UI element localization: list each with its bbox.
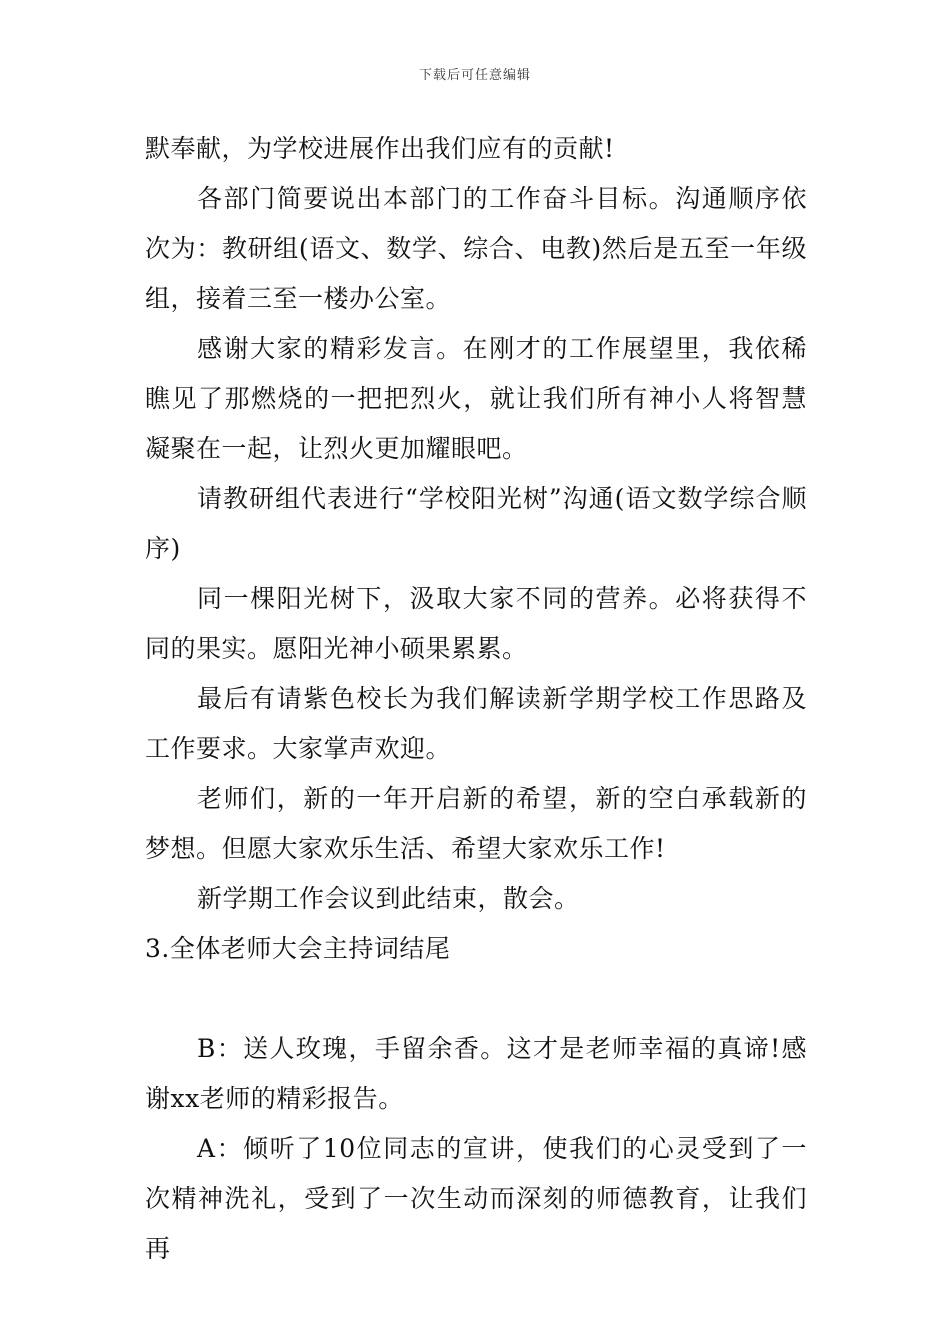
paragraph: 新学期工作会议到此结束，散会。 bbox=[197, 884, 580, 913]
paragraph: 同一棵阳光树下，汲取大家不同的营养。必将获得不同的果实。愿阳光神小硕果累累。 bbox=[145, 584, 807, 663]
paragraph: A：倾听了10位同志的宣讲，使我们的心灵受到了一次精神洗礼，受到了一次生动而深刻的师德教育，让我们再 bbox=[145, 1134, 807, 1263]
paragraph: 请教研组代表进行“学校阳光树”沟通(语文数学综合顺序) bbox=[145, 484, 807, 563]
paragraph: 默奉献，为学校进展作出我们应有的贡献! bbox=[145, 134, 615, 163]
paragraph: 老师们，新的一年开启新的希望，新的空白承载新的梦想。但愿大家欢乐生活、希望大家欢乐工作! bbox=[145, 784, 807, 863]
page-header: 下载后可任意编辑 bbox=[418, 68, 531, 83]
paragraph: 最后有请紫色校长为我们解读新学期学校工作思路及工作要求。大家掌声欢迎。 bbox=[145, 684, 807, 763]
section-heading: 3.全体老师大会主持词结尾 bbox=[145, 934, 451, 963]
paragraph: B：送人玫瑰，手留余香。这才是老师幸福的真谛!感谢xx老师的精彩报告。 bbox=[145, 1034, 807, 1113]
blank-line bbox=[145, 974, 807, 1024]
document-body bbox=[145, 124, 807, 1274]
paragraph: 感谢大家的精彩发言。在刚才的工作展望里，我依稀瞧见了那燃烧的一把把烈火，就让我们所有神小人将智慧凝聚在一起，让烈火更加耀眼吧。 bbox=[145, 334, 807, 463]
paragraph: 各部门简要说出本部门的工作奋斗目标。沟通顺序依次为：教研组(语文、数学、综合、电教)然后是五至一年级组，接着三至一楼办公室。 bbox=[145, 184, 807, 313]
